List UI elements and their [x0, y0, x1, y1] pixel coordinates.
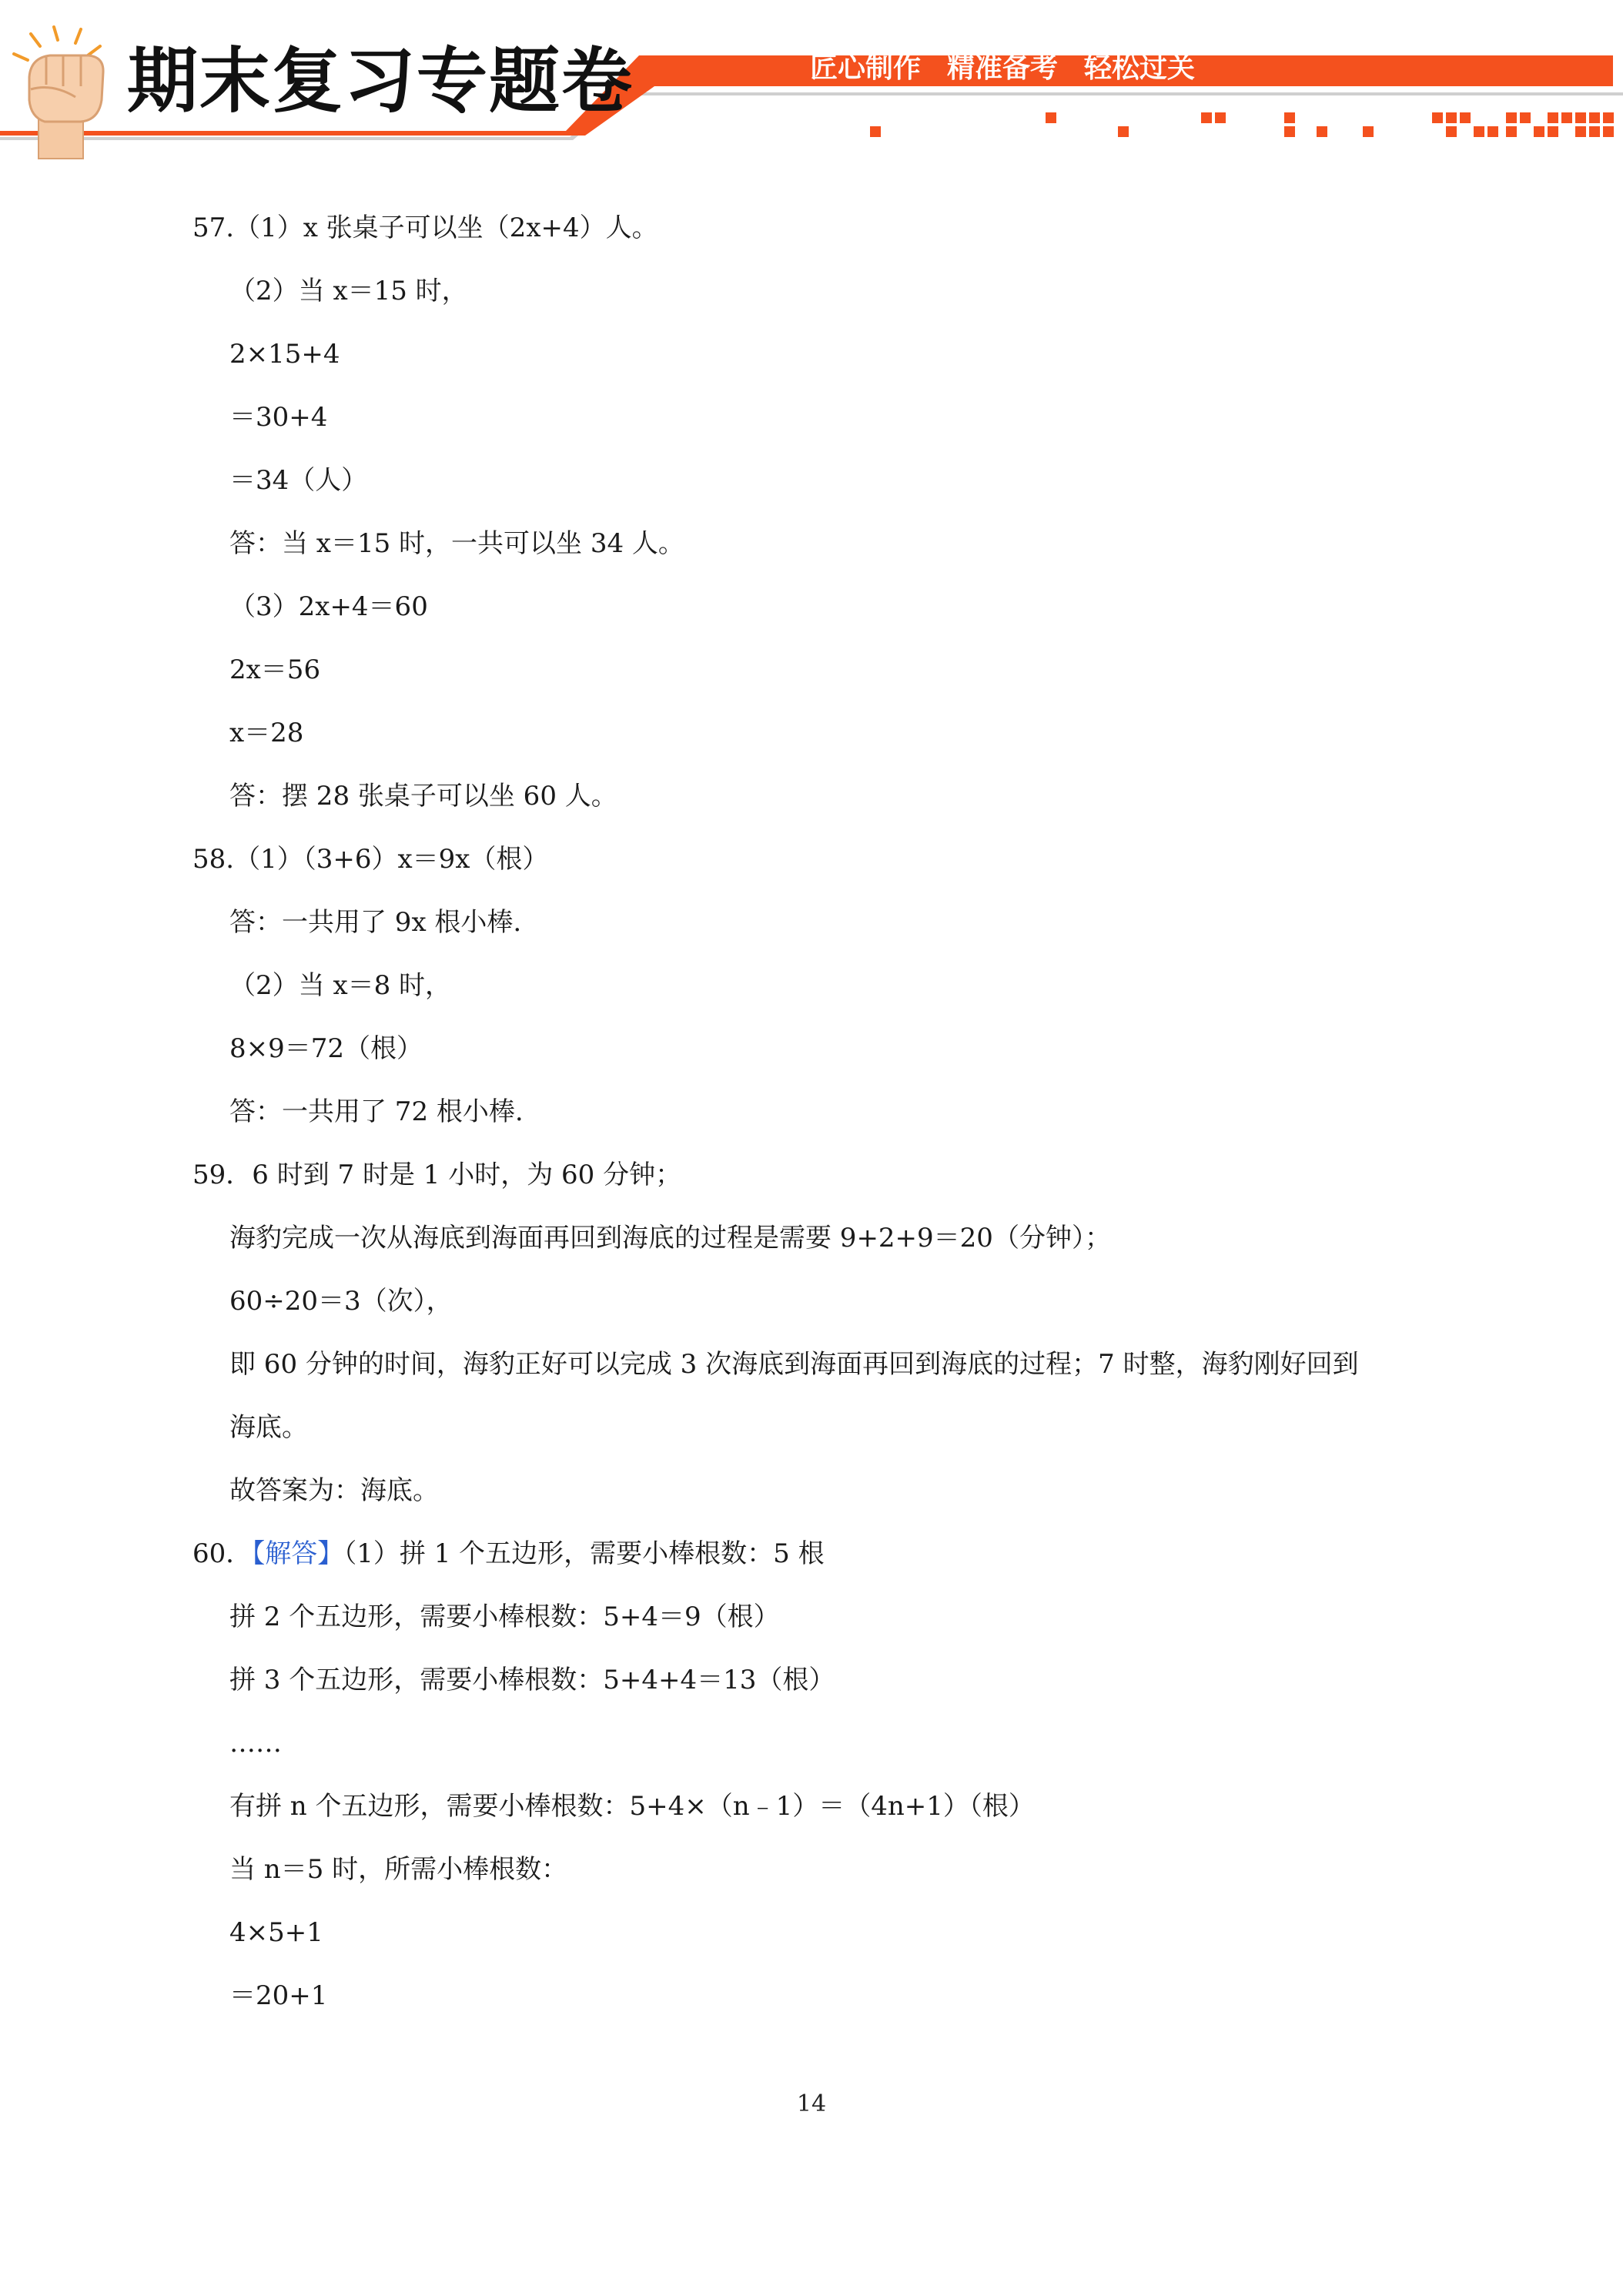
q60-line-8: ＝20+1 [229, 1980, 328, 2011]
q57-line-5: ＝34（人） [229, 465, 368, 496]
q57-line-4: ＝30+4 [229, 402, 328, 433]
q57-line-3: 2×15+4 [229, 339, 340, 370]
q57-line-7: （3）2x+4＝60 [229, 591, 428, 622]
q59-line-4: 即 60 分钟的时间，海豹正好可以完成 3 次海底到海面再回到海底的过程；7 时整，海豹刚好回到 [229, 1349, 1359, 1380]
q60-line-1 [192, 1538, 825, 1569]
brand-title: 期末复习专题卷 [127, 40, 634, 122]
q59-line-5: 海底。 [229, 1412, 308, 1443]
q60-line-7: 4×5+1 [229, 1917, 323, 1948]
q60-line-1-text: （1）拼 1 个五边形，需要小棒根数：5 根 [343, 1538, 825, 1569]
q60-line-2: 拼 2 个五边形，需要小棒根数：5+4＝9（根） [229, 1602, 780, 1632]
q58-line-2: 答：一共用了 9x 根小棒. [229, 907, 522, 938]
page-header [0, 0, 1623, 154]
q59-line-6: 故答案为：海底。 [229, 1475, 439, 1506]
q58-line-5: 答：一共用了 72 根小棒. [229, 1096, 524, 1127]
q57-line-10: 答：摆 28 张桌子可以坐 60 人。 [229, 781, 617, 812]
slogan-2: 精准备考 [947, 52, 1059, 84]
q57-line-2: （2）当 x＝15 时， [229, 276, 468, 306]
q58-line-1: 58.（1）（3+6）x＝9x（根） [192, 844, 549, 875]
q58-line-4: 8×9＝72（根） [229, 1033, 423, 1064]
q60-line-5: 有拼 n 个五边形，需要小棒根数：5+4×（n﹣1）＝（4n+1）（根） [229, 1791, 1035, 1822]
q60-line-4: …… [229, 1728, 282, 1759]
q59-line-1: 59．6 时到 7 时是 1 小时，为 60 分钟； [192, 1160, 682, 1190]
q57-line-1: 57.（1）x 张桌子可以坐（2x+4）人。 [192, 213, 658, 243]
q57-line-9: x＝28 [229, 718, 304, 748]
q60-line-6: 当 n＝5 时，所需小棒根数： [229, 1854, 568, 1885]
q57-line-8: 2x＝56 [229, 654, 321, 685]
q60-line-3: 拼 3 个五边形，需要小棒根数：5+4+4＝13（根） [229, 1665, 835, 1695]
fist-icon [8, 23, 123, 162]
q59-line-2: 海豹完成一次从海底到海面再回到海底的过程是需要 9+2+9＝20（分钟）； [229, 1223, 1111, 1253]
q60-number: 60． [192, 1538, 253, 1569]
q57-line-6: 答：当 x＝15 时，一共可以坐 34 人。 [229, 528, 684, 559]
q59-line-3: 60÷20＝3（次）， [229, 1286, 453, 1317]
answer-tag: 【解答】 [252, 1538, 344, 1569]
slogan-3: 轻松过关 [1084, 52, 1196, 84]
q58-line-3: （2）当 x＝8 时， [229, 970, 452, 1001]
page-number: 14 [796, 2090, 827, 2117]
slogan-1: 匠心制作 [810, 52, 922, 84]
